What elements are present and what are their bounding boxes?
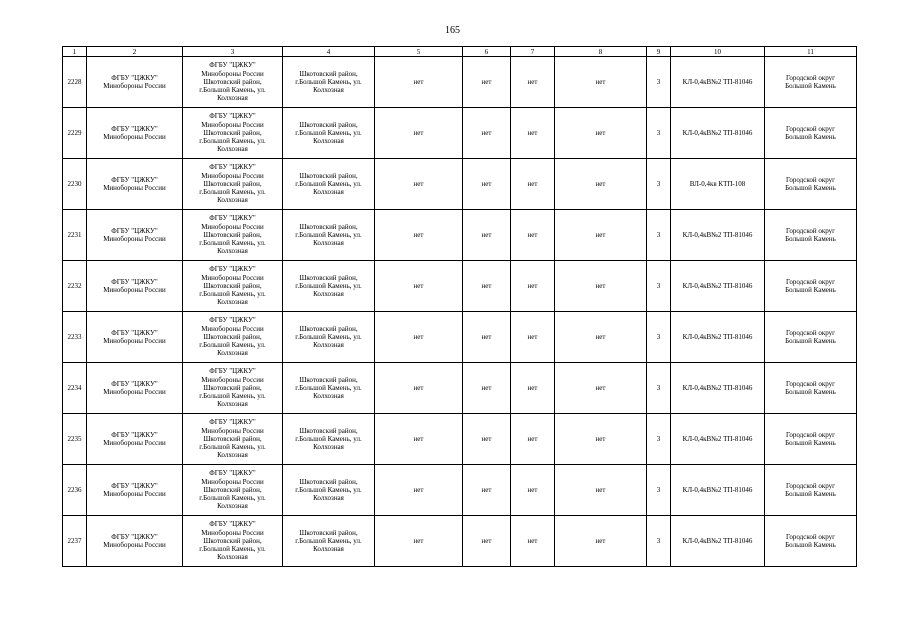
value-cell: нет — [511, 312, 555, 363]
page-number: 165 — [445, 25, 460, 36]
table-header — [63, 47, 857, 57]
address-cell: Шкотовский район, г.Большой Камень, ул. Колхозная — [283, 261, 375, 312]
holder-cell: ФГБУ "ЦЖКУ" Минобороны России Шкотовский район, г.Большой Камень, ул. Колхозная — [183, 516, 283, 567]
owner-cell: ФГБУ "ЦЖКУ" Минобороны России — [87, 414, 183, 465]
line-cell: КЛ-0,4кВ№2 ТП-81046 — [671, 57, 765, 108]
table-row — [63, 465, 857, 516]
address-cell: Шкотовский район, г.Большой Камень, ул. Колхозная — [283, 414, 375, 465]
address-cell: Шкотовский район, г.Большой Камень, ул. Колхозная — [283, 312, 375, 363]
value-cell: нет — [463, 261, 511, 312]
line-cell: КЛ-0,4кВ№2 ТП-81046 — [671, 210, 765, 261]
value-cell: нет — [375, 261, 463, 312]
header-cell: 8 — [555, 47, 647, 57]
district-cell: Городской округ Большой Камень — [765, 312, 857, 363]
holder-cell: ФГБУ "ЦЖКУ" Минобороны России Шкотовский район, г.Большой Камень, ул. Колхозная — [183, 159, 283, 210]
row-number: 2236 — [63, 465, 87, 516]
line-cell: КЛ-0,4кВ№2 ТП-81046 — [671, 261, 765, 312]
district-cell: Городской округ Большой Камень — [765, 159, 857, 210]
address-cell: Шкотовский район, г.Большой Камень, ул. Колхозная — [283, 108, 375, 159]
holder-cell: ФГБУ "ЦЖКУ" Минобороны России Шкотовский район, г.Большой Камень, ул. Колхозная — [183, 108, 283, 159]
count-cell: 3 — [647, 516, 671, 567]
row-number: 2237 — [63, 516, 87, 567]
value-cell: нет — [555, 108, 647, 159]
row-number: 2234 — [63, 363, 87, 414]
count-cell: 3 — [647, 57, 671, 108]
value-cell: нет — [375, 414, 463, 465]
district-cell: Городской округ Большой Камень — [765, 414, 857, 465]
holder-cell: ФГБУ "ЦЖКУ" Минобороны России Шкотовский район, г.Большой Камень, ул. Колхозная — [183, 261, 283, 312]
value-cell: нет — [375, 159, 463, 210]
value-cell: нет — [555, 516, 647, 567]
value-cell: нет — [511, 159, 555, 210]
holder-cell: ФГБУ "ЦЖКУ" Минобороны России Шкотовский район, г.Большой Камень, ул. Колхозная — [183, 210, 283, 261]
value-cell: нет — [555, 210, 647, 261]
address-cell: Шкотовский район, г.Большой Камень, ул. Колхозная — [283, 363, 375, 414]
value-cell: нет — [375, 210, 463, 261]
value-cell: нет — [463, 516, 511, 567]
table-row — [63, 108, 857, 159]
owner-cell: ФГБУ "ЦЖКУ" Минобороны России — [87, 465, 183, 516]
address-cell: Шкотовский район, г.Большой Камень, ул. Колхозная — [283, 516, 375, 567]
holder-cell: ФГБУ "ЦЖКУ" Минобороны России Шкотовский район, г.Большой Камень, ул. Колхозная — [183, 312, 283, 363]
registry-table — [62, 46, 857, 567]
owner-cell: ФГБУ "ЦЖКУ" Минобороны России — [87, 363, 183, 414]
district-cell: Городской округ Большой Камень — [765, 261, 857, 312]
line-cell: ВЛ-0,4кв КТП-108 — [671, 159, 765, 210]
count-cell: 3 — [647, 414, 671, 465]
header-cell: 6 — [463, 47, 511, 57]
holder-cell: ФГБУ "ЦЖКУ" Минобороны России Шкотовский район, г.Большой Камень, ул. Колхозная — [183, 57, 283, 108]
address-cell: Шкотовский район, г.Большой Камень, ул. Колхозная — [283, 210, 375, 261]
holder-cell: ФГБУ "ЦЖКУ" Минобороны России Шкотовский район, г.Большой Камень, ул. Колхозная — [183, 363, 283, 414]
header-cell: 11 — [765, 47, 857, 57]
address-cell: Шкотовский район, г.Большой Камень, ул. Колхозная — [283, 465, 375, 516]
value-cell: нет — [555, 159, 647, 210]
table-body — [63, 57, 857, 567]
holder-cell: ФГБУ "ЦЖКУ" Минобороны России Шкотовский район, г.Большой Камень, ул. Колхозная — [183, 465, 283, 516]
row-number: 2233 — [63, 312, 87, 363]
value-cell: нет — [463, 159, 511, 210]
value-cell: нет — [555, 414, 647, 465]
table-row — [63, 261, 857, 312]
header-row — [63, 47, 857, 57]
value-cell: нет — [511, 516, 555, 567]
row-number: 2229 — [63, 108, 87, 159]
value-cell: нет — [555, 57, 647, 108]
table-row — [63, 414, 857, 465]
value-cell: нет — [375, 465, 463, 516]
value-cell: нет — [463, 57, 511, 108]
value-cell: нет — [375, 516, 463, 567]
value-cell: нет — [463, 414, 511, 465]
line-cell: КЛ-0,4кВ№2 ТП-81046 — [671, 414, 765, 465]
row-number: 2232 — [63, 261, 87, 312]
line-cell: КЛ-0,4кВ№2 ТП-81046 — [671, 465, 765, 516]
header-cell: 5 — [375, 47, 463, 57]
row-number: 2230 — [63, 159, 87, 210]
value-cell: нет — [463, 210, 511, 261]
row-number: 2228 — [63, 57, 87, 108]
header-cell: 2 — [87, 47, 183, 57]
value-cell: нет — [511, 108, 555, 159]
address-cell: Шкотовский район, г.Большой Камень, ул. Колхозная — [283, 159, 375, 210]
count-cell: 3 — [647, 363, 671, 414]
value-cell: нет — [511, 210, 555, 261]
value-cell: нет — [463, 363, 511, 414]
district-cell: Городской округ Большой Камень — [765, 363, 857, 414]
value-cell: нет — [555, 465, 647, 516]
value-cell: нет — [375, 312, 463, 363]
value-cell: нет — [375, 108, 463, 159]
owner-cell: ФГБУ "ЦЖКУ" Минобороны России — [87, 57, 183, 108]
line-cell: КЛ-0,4кВ№2 ТП-81046 — [671, 363, 765, 414]
owner-cell: ФГБУ "ЦЖКУ" Минобороны России — [87, 261, 183, 312]
value-cell: нет — [463, 465, 511, 516]
header-cell: 7 — [511, 47, 555, 57]
owner-cell: ФГБУ "ЦЖКУ" Минобороны России — [87, 108, 183, 159]
owner-cell: ФГБУ "ЦЖКУ" Минобороны России — [87, 312, 183, 363]
value-cell: нет — [555, 363, 647, 414]
value-cell: нет — [555, 261, 647, 312]
owner-cell: ФГБУ "ЦЖКУ" Минобороны России — [87, 210, 183, 261]
count-cell: 3 — [647, 210, 671, 261]
value-cell: нет — [463, 312, 511, 363]
count-cell: 3 — [647, 159, 671, 210]
table-row — [63, 312, 857, 363]
value-cell: нет — [511, 57, 555, 108]
address-cell: Шкотовский район, г.Большой Камень, ул. Колхозная — [283, 57, 375, 108]
header-cell: 3 — [183, 47, 283, 57]
value-cell: нет — [511, 261, 555, 312]
count-cell: 3 — [647, 108, 671, 159]
header-cell: 4 — [283, 47, 375, 57]
owner-cell: ФГБУ "ЦЖКУ" Минобороны России — [87, 159, 183, 210]
row-number: 2235 — [63, 414, 87, 465]
count-cell: 3 — [647, 465, 671, 516]
value-cell: нет — [511, 414, 555, 465]
count-cell: 3 — [647, 312, 671, 363]
line-cell: КЛ-0,4кВ№2 ТП-81046 — [671, 516, 765, 567]
district-cell: Городской округ Большой Камень — [765, 108, 857, 159]
header-cell: 1 — [63, 47, 87, 57]
value-cell: нет — [511, 363, 555, 414]
value-cell: нет — [463, 108, 511, 159]
table-row — [63, 57, 857, 108]
line-cell: КЛ-0,4кВ№2 ТП-81046 — [671, 312, 765, 363]
value-cell: нет — [375, 363, 463, 414]
line-cell: КЛ-0,4кВ№2 ТП-81046 — [671, 108, 765, 159]
header-cell: 9 — [647, 47, 671, 57]
count-cell: 3 — [647, 261, 671, 312]
table-row — [63, 210, 857, 261]
table-row — [63, 516, 857, 567]
district-cell: Городской округ Большой Камень — [765, 516, 857, 567]
owner-cell: ФГБУ "ЦЖКУ" Минобороны России — [87, 516, 183, 567]
district-cell: Городской округ Большой Камень — [765, 57, 857, 108]
value-cell: нет — [511, 465, 555, 516]
district-cell: Городской округ Большой Камень — [765, 465, 857, 516]
value-cell: нет — [555, 312, 647, 363]
table-row — [63, 159, 857, 210]
row-number: 2231 — [63, 210, 87, 261]
district-cell: Городской округ Большой Камень — [765, 210, 857, 261]
value-cell: нет — [375, 57, 463, 108]
header-cell: 10 — [671, 47, 765, 57]
table-row — [63, 363, 857, 414]
holder-cell: ФГБУ "ЦЖКУ" Минобороны России Шкотовский район, г.Большой Камень, ул. Колхозная — [183, 414, 283, 465]
